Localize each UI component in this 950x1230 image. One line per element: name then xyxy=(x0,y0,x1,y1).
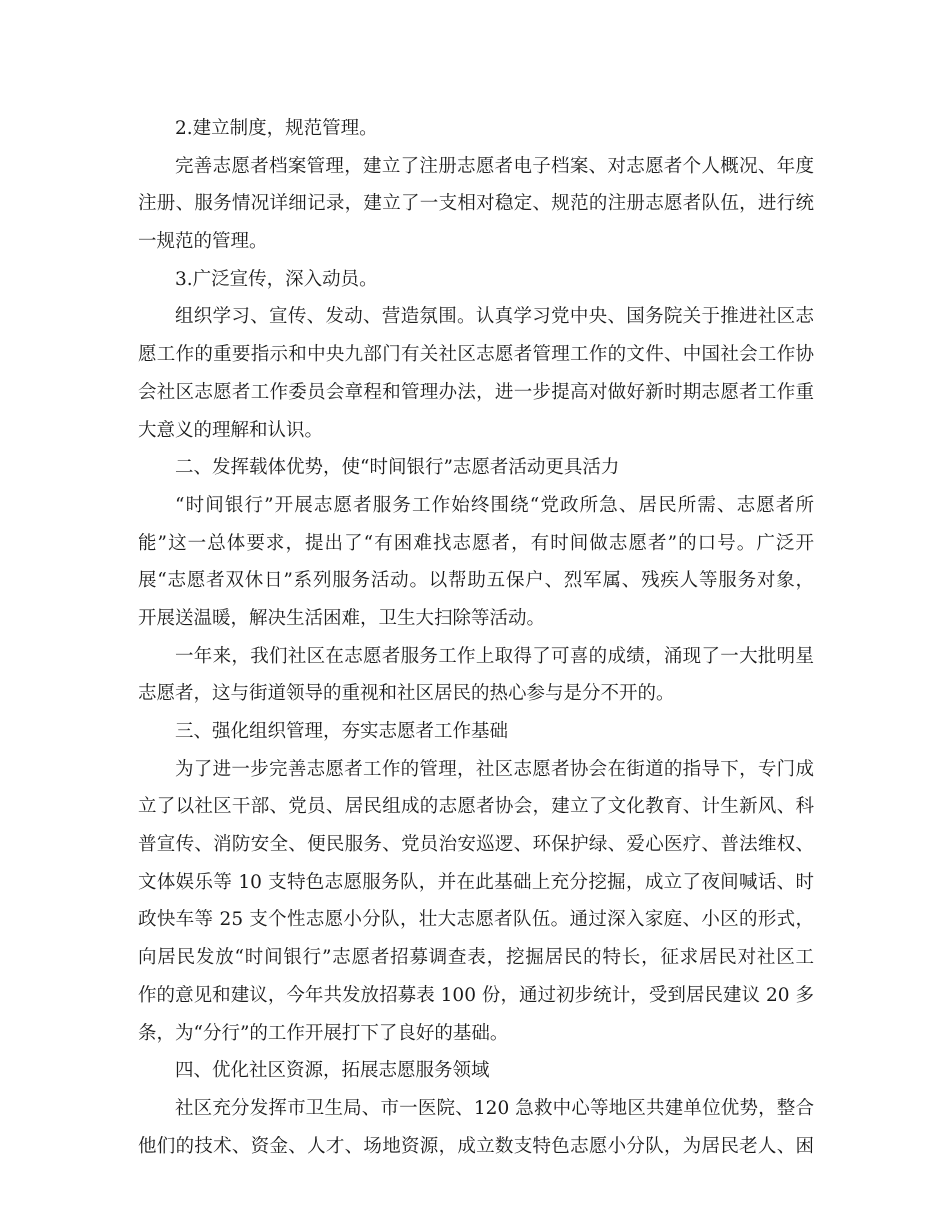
text-line: 立了以社区干部、党员、居民组成的志愿者协会，建立了文化教育、计生新风、科 xyxy=(138,796,814,818)
text-line: 三、强化组织管理，夯实志愿者工作基础 xyxy=(175,721,509,742)
text-line: 一年来，我们社区在志愿者服务工作上取得了可喜的成绩，涌现了一大批明星 xyxy=(175,645,814,667)
text-line: 一规范的管理。 xyxy=(138,231,268,253)
text-line: 愿工作的重要指示和中央九部门有关社区志愿者管理工作的文件、中国社会工作协 xyxy=(138,344,814,366)
text-line: 志愿者，这与街道领导的重视和社区居民的热心参与是分不开的。 xyxy=(138,683,675,705)
text-line: 条，为“分行”的工作开展打下了良好的基础。 xyxy=(138,1022,509,1044)
text-line: 普宣传、消防安全、便民服务、党员治安巡逻、环保护绿、爱心医疗、普法维权、 xyxy=(138,834,814,856)
text-line: 社区充分发挥市卫生局、市一医院、120 急救中心等地区共建单位优势，整合 xyxy=(175,1097,814,1119)
text-line: 3.广泛宣传，深入动员。 xyxy=(175,268,378,290)
text-line: 大意义的理解和认识。 xyxy=(138,419,324,441)
text-line: 文体娱乐等 10 支特色志愿服务队，并在此基础上充分挖掘，成立了夜间喊话、时 xyxy=(138,871,814,893)
text-line: 2.建立制度，规范管理。 xyxy=(175,118,378,139)
text-line: 二、发挥载体优势，使“时间银行”志愿者活动更具活力 xyxy=(175,457,620,479)
text-line: 能”这一总体要求，提出了“有困难找志愿者，有时间做志愿者”的口号。广泛开 xyxy=(138,532,814,554)
text-line: 会社区志愿者工作委员会章程和管理办法，进一步提高对做好新时期志愿者工作重 xyxy=(138,381,814,403)
text-line: 为了进一步完善志愿者工作的管理，社区志愿者协会在街道的指导下，专门成 xyxy=(175,758,814,780)
text-line: 注册、服务情况详细记录，建立了一支相对稳定、规范的注册志愿者队伍，进行统 xyxy=(138,193,814,215)
text-line: 作的意见和建议，今年共发放招募表 100 份，通过初步统计，受到居民建议 20 多 xyxy=(138,984,814,1006)
text-line: 组织学习、宣传、发动、营造氛围。认真学习党中央、国务院关于推进社区志 xyxy=(175,306,814,328)
document-page xyxy=(138,110,814,1165)
text-line: “时间银行”开展志愿者服务工作始终围绕“党政所急、居民所需、志愿者所 xyxy=(175,494,814,516)
text-line: 政快车等 25 支个性志愿小分队，壮大志愿者队伍。通过深入家庭、小区的形式， xyxy=(138,909,814,931)
text-line: 展“志愿者双休日”系列服务活动。以帮助五保户、烈军属、残疾人等服务对象， xyxy=(138,570,814,592)
text-line: 开展送温暖，解决生活困难，卫生大扫除等活动。 xyxy=(138,607,546,629)
text-line: 完善志愿者档案管理，建立了注册志愿者电子档案、对志愿者个人概况、年度 xyxy=(175,155,814,177)
text-line: 他们的技术、资金、人才、场地资源，成立数支特色志愿小分队，为居民老人、困 xyxy=(138,1135,814,1157)
text-line: 四、优化社区资源，拓展志愿服务领域 xyxy=(175,1060,490,1082)
text-line: 向居民发放“时间银行”志愿者招募调查表，挖掘居民的特长，征求居民对社区工 xyxy=(138,947,814,969)
